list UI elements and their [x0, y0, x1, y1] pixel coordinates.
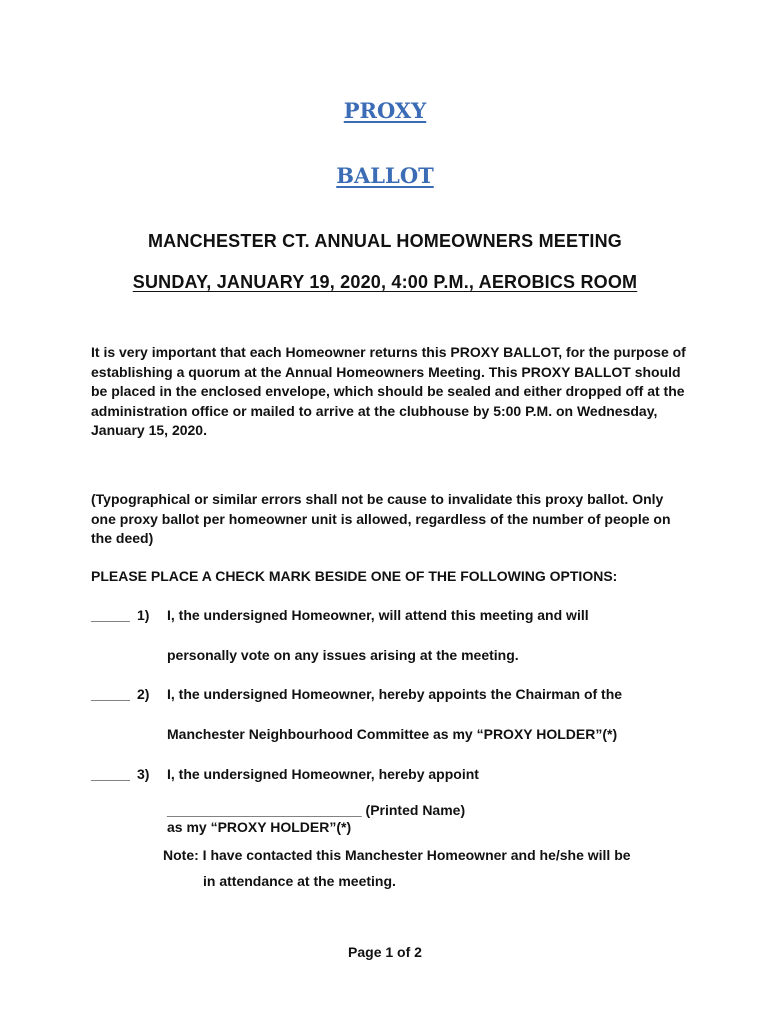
option-3-note-continued: in attendance at the meeting. — [203, 873, 396, 889]
option-2-checkbox-blank[interactable]: _____ — [91, 686, 130, 702]
option-1-checkbox-blank[interactable]: _____ — [91, 607, 130, 623]
option-2-number: 2) — [137, 686, 150, 702]
option-3-text: I, the undersigned Homeowner, hereby appoint — [167, 766, 479, 782]
intro-paragraph: It is very important that each Homeowner returns this PROXY BALLOT, for the purpose of establishing a quorum at the Annual Homeowners Meeting. This PROXY BALLOT should be placed in the enclosed envelope, which should be sealed and either dropped off at the administration office or mailed to arrive at the clubhouse by 5:00 P.M. on Wednesday, January 15, 2020. — [91, 344, 686, 438]
document-title-ballot: BALLOT — [336, 163, 434, 188]
option-3-checkbox-blank[interactable]: _____ — [91, 766, 130, 782]
meeting-title: MANCHESTER CT. ANNUAL HOMEOWNERS MEETING — [147, 231, 622, 251]
proxy-name-field[interactable]: _________________________ (Printed Name) — [167, 802, 466, 818]
option-1-text-continued: personally vote on any issues arising at the meeting. — [167, 647, 519, 663]
option-1-text: I, the undersigned Homeowner, will attend this meeting and will — [167, 607, 589, 623]
errors-note: (Typographical or similar errors shall not be cause to invalidate this proxy ballot. Only one proxy ballot per homeowner unit is allowed, regardless of the number of people on the deed) — [91, 491, 671, 546]
option-3-note: Note: I have contacted this Manchester Homeowner and he/she will be — [163, 847, 631, 863]
page-number: Page 1 of 2 — [348, 944, 422, 960]
document-title-proxy: PROXY — [343, 98, 427, 123]
option-1-number: 1) — [137, 607, 150, 623]
option-2-text-continued: Manchester Neighbourhood Committee as my “PROXY HOLDER”(*) — [167, 726, 618, 742]
option-3-number: 3) — [137, 766, 150, 782]
check-instruction: PLEASE PLACE A CHECK MARK BESIDE ONE OF THE FOLLOWING OPTIONS: — [91, 568, 618, 584]
meeting-date: SUNDAY, JANUARY 19, 2020, 4:00 P.M., AEROBICS ROOM — [132, 272, 638, 292]
option-3-text-continued: as my “PROXY HOLDER”(*) — [167, 819, 352, 835]
option-2-text: I, the undersigned Homeowner, hereby appoints the Chairman of the — [167, 686, 623, 702]
